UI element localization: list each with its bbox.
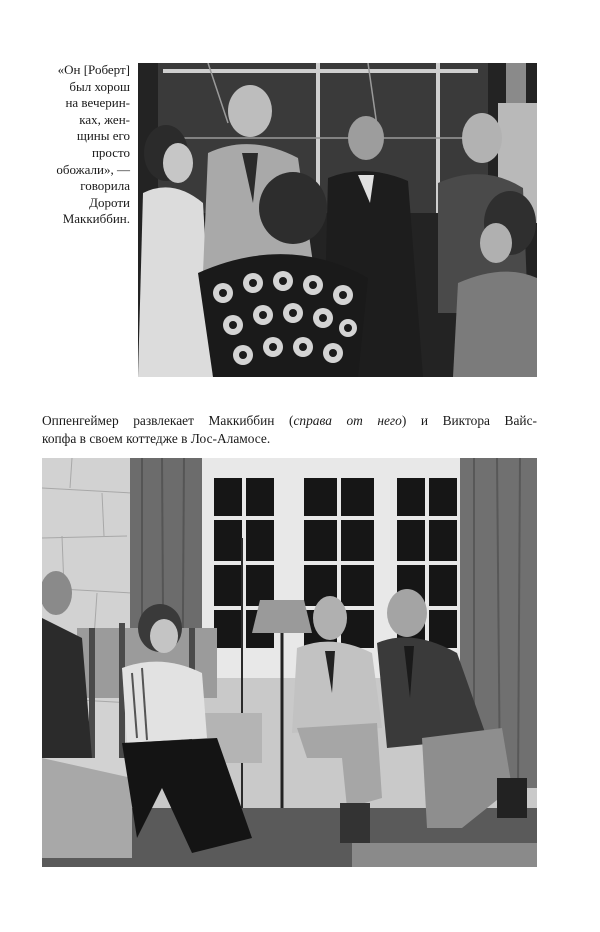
living-room-photo [42, 458, 537, 867]
quote-line: просто [91, 144, 130, 160]
quote-line: обожали», — [56, 161, 130, 177]
quote-line: был хорош [69, 78, 130, 94]
quote-line: говорила [80, 178, 130, 194]
quote-line: ках, жен- [79, 111, 130, 127]
quote-line: на вечерин- [65, 95, 130, 111]
quote-line: «Он [Роберт] [57, 62, 130, 77]
side-quote [30, 62, 130, 228]
quote-line: щины его [76, 128, 130, 144]
party-photo [138, 63, 537, 377]
quote-line: Дороти [89, 194, 130, 210]
caption-text: ) и Виктора Вайс- [401, 413, 537, 428]
photo-caption [42, 412, 537, 448]
quote-line: Маккиббин. [62, 211, 130, 227]
caption-italic: справа от него [293, 413, 402, 428]
caption-line-2: копфа в своем коттедже в Лос-Аламосе. [42, 431, 271, 446]
caption-line-1 [42, 412, 537, 430]
caption-text: Оппенгеймер развлекает Маккиббин ( [42, 413, 294, 428]
